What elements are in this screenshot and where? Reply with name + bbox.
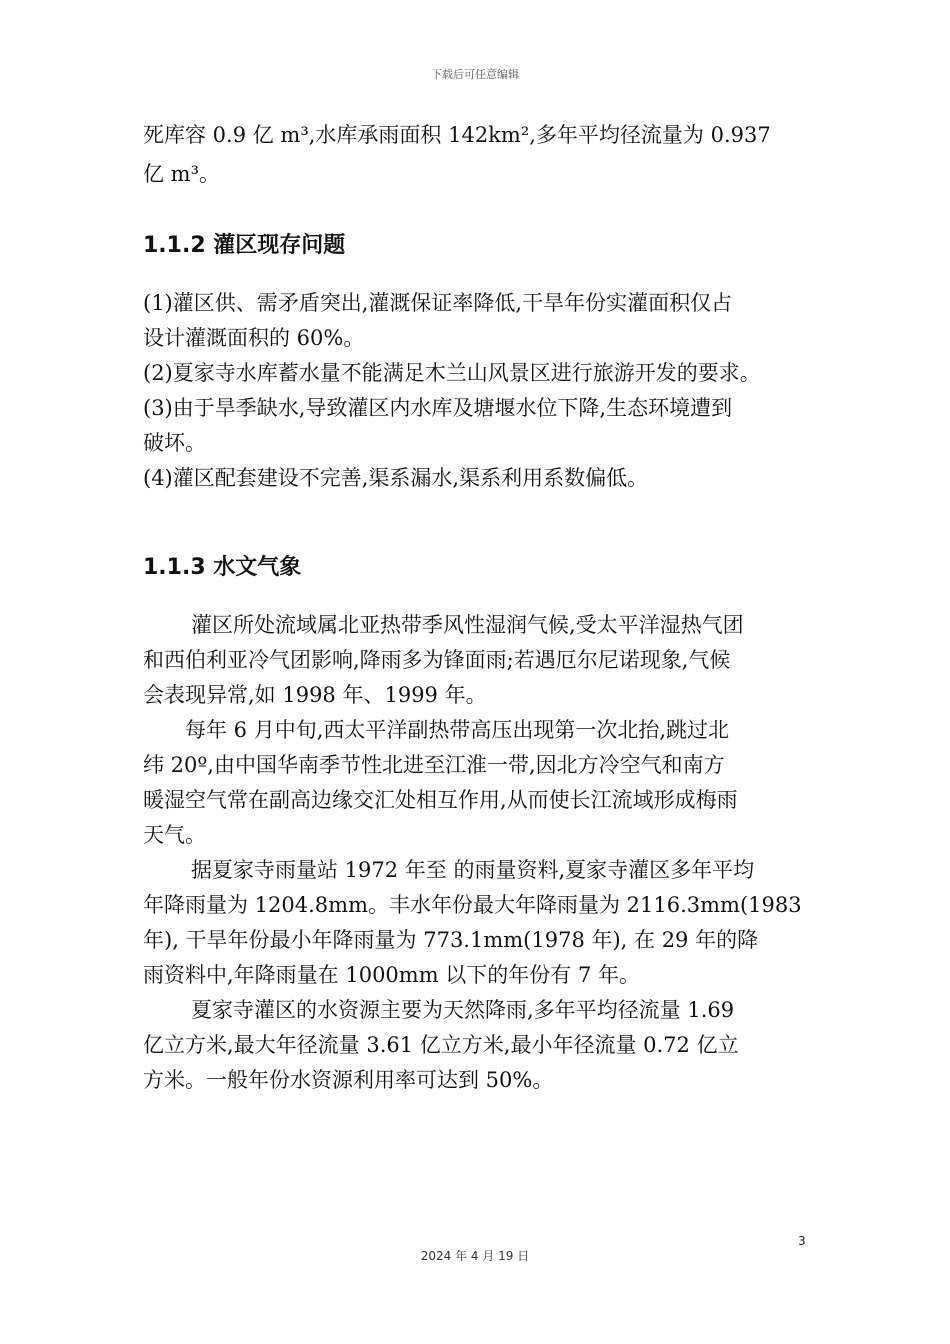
page-header: 下载后可任意编辑 bbox=[431, 68, 519, 81]
problem-list bbox=[143, 286, 813, 496]
hydrology-paragraph-1-line-3: 会表现异常,如 1998 年、1999 年。 bbox=[143, 683, 487, 707]
hydrology-paragraph-3-line-2: 年降雨量为 1204.8mm。丰水年份最大年降雨量为 2116.3mm(1983 bbox=[143, 893, 802, 917]
section-heading-113: 1.1.3 水文气象 bbox=[143, 555, 302, 580]
page-number: 3 bbox=[798, 1234, 806, 1248]
problem-item-1-line-1: (1)灌区供、需矛盾突出,灌溉保证率降低,干旱年份实灌面积仅占 bbox=[143, 291, 733, 315]
hydrology-paragraph-3-line-3: 年), 干旱年份最小年降雨量为 773.1mm(1978 年), 在 29 年的降 bbox=[143, 928, 759, 952]
problem-item-1-line-2: 设计灌溉面积的 60%。 bbox=[143, 326, 365, 350]
hydrology-text bbox=[143, 608, 813, 1098]
hydrology-paragraph-2-line-1: 每年 6 月中旬,西太平洋副热带高压出现第一次北抬,跳过北 bbox=[185, 718, 730, 742]
hydrology-paragraph-1-line-2: 和西伯利亚冷气团影响,降雨多为锋面雨;若遇厄尔尼诺现象,气候 bbox=[143, 648, 731, 672]
hydrology-paragraph-4-line-3: 方米。一般年份水资源利用率可达到 50%。 bbox=[143, 1068, 554, 1092]
hydrology-paragraph-3-line-1: 据夏家寺雨量站 1972 年至 的雨量资料,夏家寺灌区多年平均 bbox=[191, 858, 755, 882]
problem-item-4-line-1: (4)灌区配套建设不完善,渠系漏水,渠系利用系数偏低。 bbox=[143, 466, 649, 490]
hydrology-paragraph-1-line-1: 灌区所处流域属北亚热带季风性湿润气候,受太平洋湿热气团 bbox=[191, 613, 744, 637]
problem-item-3-line-1: (3)由于旱季缺水,导致灌区内水库及塘堰水位下降,生态环境遭到 bbox=[143, 396, 733, 420]
intro-line-1: 死库容 0.9 亿 m³,水库承雨面积 142km²,多年平均径流量为 0.937 bbox=[143, 123, 771, 147]
problem-item-2-line-1: (2)夏家寺水库蓄水量不能满足木兰山风景区进行旅游开发的要求。 bbox=[143, 361, 761, 385]
hydrology-paragraph-2-line-3: 暖湿空气常在副高边缘交汇处相互作用,从而使长江流域形成梅雨 bbox=[143, 788, 738, 812]
hydrology-paragraph-4-line-1: 夏家寺灌区的水资源主要为天然降雨,多年平均径流量 1.69 bbox=[191, 998, 735, 1022]
hydrology-paragraph-3-line-4: 雨资料中,年降雨量在 1000mm 以下的年份有 7 年。 bbox=[143, 963, 641, 987]
intro-paragraph bbox=[143, 118, 813, 192]
hydrology-paragraph-2-line-4: 天气。 bbox=[143, 823, 206, 847]
problem-item-3-line-2: 破坏。 bbox=[143, 431, 206, 455]
section-heading-112: 1.1.2 灌区现存问题 bbox=[143, 233, 346, 258]
hydrology-paragraph-2-line-2: 纬 20º,由中国华南季节性北进至江淮一带,因北方冷空气和南方 bbox=[143, 753, 725, 777]
intro-line-2: 亿 m³。 bbox=[143, 162, 221, 186]
page-footer-date: 2024 年 4 月 19 日 bbox=[420, 1249, 530, 1263]
hydrology-paragraph-4-line-2: 亿立方米,最大年径流量 3.61 亿立方米,最小年径流量 0.72 亿立 bbox=[143, 1033, 739, 1057]
